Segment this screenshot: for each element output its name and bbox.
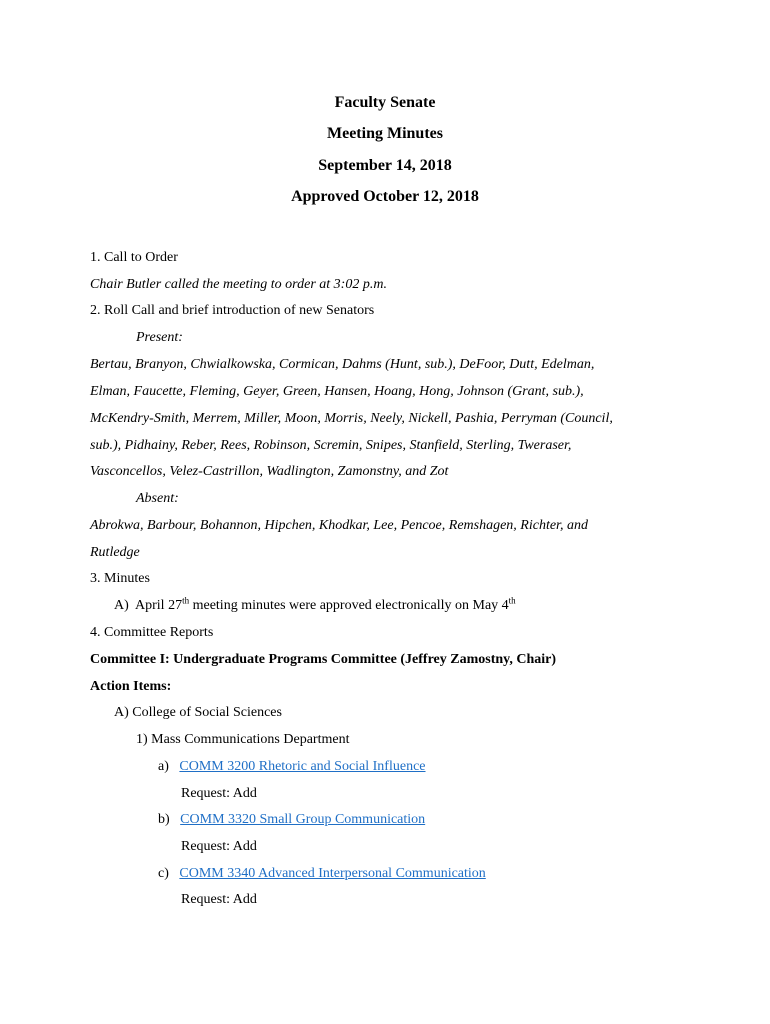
present-list-line: sub.), Pidhainy, Reber, Rees, Robinson, Scremin, Snipes, Stanfield, Sterling, Tweraser,: [90, 438, 572, 453]
course-link-comm-3340[interactable]: COMM 3340 Advanced Interpersonal Communication: [179, 866, 486, 881]
action-items-label: Action Items:: [90, 679, 172, 694]
present-list-line: Bertau, Branyon, Chwialkowska, Cormican, Dahms (Hunt, sub.), DeFoor, Dutt, Edelman,: [90, 357, 595, 372]
college-heading: A) College of Social Sciences: [114, 705, 282, 720]
course-item: [158, 866, 486, 882]
minutes-item-marker: A): [114, 598, 129, 613]
committee-title: Committee I: Undergraduate Programs Committee (Jeffrey Zamostny, Chair): [90, 652, 557, 667]
absent-list-line: Rutledge: [90, 545, 140, 560]
course-marker: b): [158, 812, 170, 827]
absent-list-line: Abrokwa, Barbour, Bohannon, Hipchen, Khodkar, Lee, Pencoe, Remshagen, Richter, and: [90, 518, 588, 533]
ordinal-suffix: th: [508, 595, 516, 606]
present-list-line: Elman, Faucette, Fleming, Geyer, Green, Hansen, Hoang, Hong, Johnson (Grant, sub.),: [90, 384, 584, 399]
document-title: Faculty Senate: [334, 94, 436, 111]
section-heading-call-to-order: 1. Call to Order: [90, 250, 178, 265]
course-link-comm-3320[interactable]: COMM 3320 Small Group Communication: [180, 812, 426, 827]
course-marker: a): [158, 759, 169, 774]
present-label: Present:: [136, 330, 183, 345]
minutes-item: [114, 595, 516, 614]
minutes-item-text: April 27: [135, 598, 183, 613]
course-link-comm-3200[interactable]: COMM 3200 Rhetoric and Social Influence: [179, 759, 426, 774]
department-heading: 1) Mass Communications Department: [136, 732, 350, 747]
absent-label: Absent:: [136, 491, 179, 506]
course-item: [158, 759, 426, 775]
meeting-date: September 14, 2018: [318, 157, 452, 174]
course-item: [158, 812, 425, 828]
section-heading-committee-reports: 4. Committee Reports: [90, 625, 214, 640]
minutes-item-text: meeting minutes were approved electronically on May 4: [189, 598, 509, 613]
course-request: Request: Add: [181, 786, 257, 801]
course-request: Request: Add: [181, 892, 257, 907]
present-list-line: McKendry-Smith, Merrem, Miller, Moon, Morris, Neely, Nickell, Pashia, Perryman (Council,: [90, 411, 613, 426]
section-heading-minutes: 3. Minutes: [90, 571, 150, 586]
approval-date: Approved October 12, 2018: [291, 188, 479, 205]
present-list-line: Vasconcellos, Velez-Castrillon, Wadlington, Zamonstny, and Zot: [90, 464, 449, 479]
course-request: Request: Add: [181, 839, 257, 854]
ordinal-suffix: th: [182, 595, 190, 606]
course-marker: c): [158, 866, 169, 881]
section-heading-roll-call: 2. Roll Call and brief introduction of new Senators: [90, 303, 375, 318]
call-to-order-text: Chair Butler called the meeting to order at 3:02 p.m.: [90, 277, 387, 292]
document-subtitle: Meeting Minutes: [327, 125, 443, 142]
